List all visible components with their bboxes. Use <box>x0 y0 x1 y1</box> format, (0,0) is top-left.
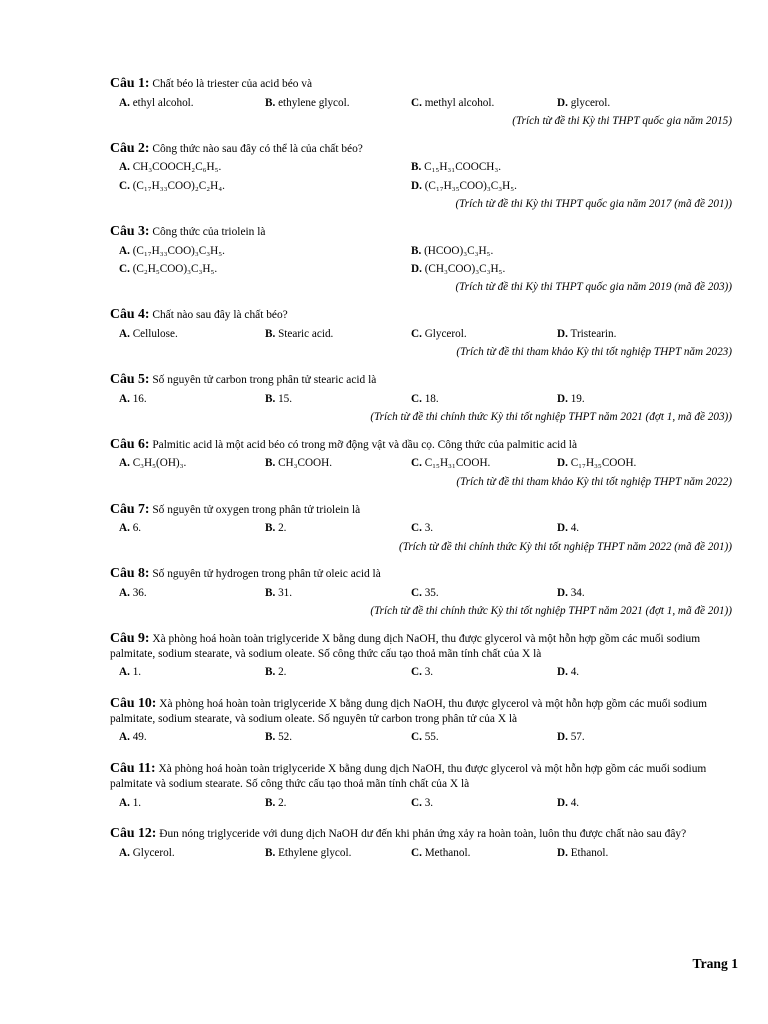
option-letter: B. <box>265 796 276 809</box>
question-block <box>110 370 732 424</box>
option-text: 35. <box>424 587 439 599</box>
answer-option <box>557 796 703 810</box>
question-stem <box>110 370 732 388</box>
option-text: 2. <box>278 796 287 809</box>
option-letter: C. <box>411 666 422 679</box>
option-text: Glycerol. <box>424 327 467 340</box>
option-text: glycerol. <box>570 96 611 109</box>
question-text: Palmitic acid là một acid béo có trong mỡ động vật và dầu cọ. Công thức của palmitic acid là <box>152 438 578 451</box>
option-text: C₃H₅(OH)₃. <box>132 457 187 470</box>
answer-option <box>119 327 265 341</box>
answer-option <box>119 665 265 679</box>
question-stem <box>110 435 732 453</box>
option-text: Ethanol. <box>570 847 609 860</box>
option-text: C₁₅H₃₁COOH. <box>424 457 491 470</box>
answer-options <box>110 586 732 604</box>
option-letter: D. <box>557 796 568 809</box>
option-text: 4. <box>570 666 580 679</box>
option-letter: D. <box>557 327 568 340</box>
answer-option <box>557 327 703 341</box>
answer-options <box>110 392 732 410</box>
option-letter: C. <box>411 847 422 860</box>
option-letter: D. <box>557 847 568 860</box>
question-text: Số nguyên tử hydrogen trong phân tử oleic acid là <box>152 568 381 581</box>
option-text: ethyl alcohol. <box>132 96 194 109</box>
question-text: Xà phòng hoá hoàn toàn triglyceride X bằng dung dịch NaOH, thu được glycerol và một hỗn hợp gồm các muối sodium palmitate và sodium stearate. Số công thức cấu tạo thoả mãn tính chất của X là <box>110 763 707 790</box>
option-letter: A. <box>119 96 130 109</box>
option-letter: A. <box>119 392 130 405</box>
question-number: Câu 2: <box>110 139 150 155</box>
option-letter: A. <box>119 161 130 174</box>
question-source: (Trích từ đề thi chính thức Kỳ thi tốt nghiệp THPT năm 2021 (đợt 1, mã đề 203)) <box>370 410 732 423</box>
document-page <box>110 74 732 875</box>
option-letter: D. <box>557 96 568 109</box>
answer-option <box>265 456 411 470</box>
answer-option <box>119 521 265 535</box>
option-letter: D. <box>557 522 568 535</box>
answer-options <box>110 796 732 814</box>
page-number: Trang 1 <box>692 956 738 971</box>
question-block <box>110 435 732 489</box>
option-letter: B. <box>265 327 276 340</box>
option-letter: A. <box>119 457 130 470</box>
option-text: 3. <box>424 796 434 809</box>
question-stem <box>110 564 732 582</box>
answer-option <box>557 96 703 110</box>
answer-option <box>411 456 557 470</box>
option-letter: D. <box>411 179 422 192</box>
question-stem <box>110 139 732 157</box>
question-stem <box>110 500 732 518</box>
option-letter: B. <box>411 244 422 257</box>
option-letter: D. <box>557 587 568 599</box>
question-stem <box>110 305 732 323</box>
question-stem <box>110 222 732 240</box>
option-text: 15. <box>278 392 293 405</box>
answer-option <box>265 521 411 535</box>
question-block <box>110 694 732 749</box>
answer-option <box>265 392 411 406</box>
option-text: (C₁₇H₃₃COO)₂C₂H₄. <box>132 179 225 192</box>
question-stem <box>110 694 732 726</box>
option-letter: A. <box>119 522 130 535</box>
question-stem <box>110 824 732 842</box>
question-block <box>110 629 732 684</box>
answer-option <box>119 586 265 600</box>
option-text: (C₁₇H₃₃COO)₃C₃H₅. <box>132 244 225 257</box>
question-number: Câu 1: <box>110 75 150 90</box>
option-letter: A. <box>119 327 130 340</box>
answer-option <box>265 586 411 600</box>
answer-option <box>265 96 411 110</box>
question-block <box>110 500 732 554</box>
option-letter: A. <box>119 666 130 679</box>
option-text: 4. <box>570 796 580 809</box>
option-text: Stearic acid. <box>278 327 334 340</box>
answer-option <box>119 160 411 174</box>
answer-options <box>110 730 732 748</box>
option-text: methyl alcohol. <box>424 96 495 109</box>
option-letter: B. <box>265 522 276 535</box>
question-number: Câu 10: <box>110 695 157 711</box>
option-letter: D. <box>557 457 568 470</box>
option-text: Ethylene glycol. <box>278 847 352 860</box>
question-number: Câu 7: <box>110 500 150 516</box>
option-letter: B. <box>265 457 276 470</box>
option-letter: D. <box>557 731 568 744</box>
option-text: 3. <box>424 522 434 535</box>
answer-option <box>557 586 703 600</box>
question-block <box>110 759 732 814</box>
option-letter: A. <box>119 796 130 809</box>
option-letter: B. <box>265 666 276 679</box>
question-text: Số nguyên tử carbon trong phân tử stearic acid là <box>152 373 377 386</box>
option-letter: A. <box>119 731 130 744</box>
question-block <box>110 824 732 864</box>
option-text: 1. <box>132 796 142 809</box>
question-block <box>110 564 732 618</box>
option-letter: C. <box>411 796 422 809</box>
option-letter: D. <box>557 392 568 405</box>
question-source: (Trích từ đề thi Kỳ thi THPT quốc gia năm 2017 (mã đề 201)) <box>455 198 732 211</box>
question-stem <box>110 74 732 92</box>
option-text: 2. <box>278 522 287 535</box>
answer-option <box>411 521 557 535</box>
answer-option <box>411 244 703 258</box>
question-text: Số nguyên tử oxygen trong phân tử triolein là <box>152 503 361 516</box>
option-text: C₁₅H₃₁COOCH₃. <box>424 161 502 174</box>
option-letter: C. <box>411 96 422 109</box>
option-text: 19. <box>570 392 585 405</box>
answer-options <box>110 521 732 539</box>
option-text: 16. <box>132 392 147 405</box>
answer-option <box>557 456 703 470</box>
option-text: (CH₃COO)₃C₃H₅. <box>424 262 506 275</box>
option-letter: B. <box>411 161 422 174</box>
option-text: 18. <box>424 392 439 405</box>
answer-option <box>119 730 265 744</box>
question-stem <box>110 759 732 791</box>
question-number: Câu 11: <box>110 760 156 776</box>
answer-option <box>265 846 411 860</box>
question-source: (Trích từ đề thi tham khảo Kỳ thi tốt nghiệp THPT năm 2022) <box>456 475 732 488</box>
question-text: Xà phòng hoá hoàn toàn triglyceride X bằng dung dịch NaOH, thu được glycerol và một hỗn hợp gồm các muối sodium palmitate, sodium stearate, và sodium oleate. Số nguyên tử carbon trong phân tử của X là <box>110 698 708 725</box>
question-source: (Trích từ đề thi Kỳ thi THPT quốc gia năm 2015) <box>512 114 732 127</box>
option-letter: A. <box>119 587 130 599</box>
option-text: Glycerol. <box>132 847 175 860</box>
question-text: Đun nóng triglyceride với dung dịch NaOH dư đến khi phản ứng xảy ra hoàn toàn, luôn thu được chất nào sau đây? <box>159 828 687 841</box>
answer-option <box>119 456 265 470</box>
answer-options <box>110 846 732 864</box>
question-number: Câu 3: <box>110 222 150 238</box>
question-number: Câu 4: <box>110 306 150 322</box>
option-text: Cellulose. <box>132 327 178 340</box>
question-text: Chất nào sau đây là chất béo? <box>152 309 288 322</box>
question-number: Câu 9: <box>110 630 150 646</box>
option-text: 49. <box>132 731 147 744</box>
answer-option <box>265 665 411 679</box>
answer-options <box>110 327 732 345</box>
option-letter: C. <box>411 392 422 405</box>
option-text: (C₁₇H₃₅COO)₃C₃H₅. <box>424 179 517 192</box>
answer-option <box>119 244 411 258</box>
answer-option <box>265 730 411 744</box>
answer-option <box>411 665 557 679</box>
option-text: 55. <box>424 731 439 744</box>
question-number: Câu 12: <box>110 825 157 841</box>
option-text: 52. <box>278 731 293 744</box>
option-text: 6. <box>132 522 142 535</box>
answer-option <box>411 586 557 600</box>
answer-option <box>119 262 411 276</box>
answer-option <box>265 327 411 341</box>
option-letter: B. <box>265 96 276 109</box>
answer-option <box>411 846 557 860</box>
option-text: CH₃COOCH₂C₆H₅. <box>132 161 222 174</box>
option-text: 36. <box>132 587 147 599</box>
answer-option <box>411 160 703 174</box>
answer-option <box>557 521 703 535</box>
question-source: (Trích từ đề thi chính thức Kỳ thi tốt nghiệp THPT năm 2021 (đợt 1, mã đề 201)) <box>370 605 732 618</box>
option-text: Methanol. <box>424 847 471 860</box>
answer-option <box>119 392 265 406</box>
question-block <box>110 74 732 128</box>
option-letter: B. <box>265 587 276 599</box>
question-number: Câu 8: <box>110 565 150 581</box>
answer-option <box>411 179 703 193</box>
answer-option <box>119 96 265 110</box>
option-text: ethylene glycol. <box>278 96 350 109</box>
question-list <box>110 74 732 864</box>
answer-option <box>119 796 265 810</box>
answer-options <box>110 456 732 474</box>
answer-option <box>411 730 557 744</box>
option-letter: D. <box>411 262 422 275</box>
answer-option <box>411 796 557 810</box>
option-text: 3. <box>424 666 434 679</box>
option-letter: C. <box>411 522 422 535</box>
option-text: 57. <box>570 731 585 744</box>
option-letter: B. <box>265 731 276 744</box>
question-text: Chất béo là triester của acid béo và <box>152 78 313 90</box>
answer-option <box>557 392 703 406</box>
answer-option <box>411 327 557 341</box>
answer-options <box>110 160 732 197</box>
option-letter: C. <box>119 262 130 275</box>
question-text: Xà phòng hoá hoàn toàn triglyceride X bằng dung dịch NaOH, thu được glycerol và một hỗn hợp gồm các muối sodium palmitate, sodium stearate, và sodium oleate. Số công thức cấu tạo thoả mãn tính chất của X là <box>110 633 701 660</box>
question-source: (Trích từ đề thi tham khảo Kỳ thi tốt nghiệp THPT năm 2023) <box>456 346 732 359</box>
answer-option <box>557 665 703 679</box>
question-number: Câu 6: <box>110 435 150 451</box>
answer-option <box>411 392 557 406</box>
option-text: 4. <box>570 522 580 535</box>
option-letter: C. <box>119 179 130 192</box>
option-letter: A. <box>119 847 130 860</box>
question-block <box>110 222 732 295</box>
option-letter: B. <box>265 392 276 405</box>
answer-option <box>265 796 411 810</box>
option-text: (HCOO)₃C₃H₅. <box>424 244 494 257</box>
question-stem <box>110 629 732 661</box>
question-number: Câu 5: <box>110 370 150 386</box>
question-source: (Trích từ đề thi chính thức Kỳ thi tốt nghiệp THPT năm 2022 (mã đề 201)) <box>399 540 732 553</box>
option-text: 2. <box>278 666 287 679</box>
answer-option <box>411 96 557 110</box>
answer-option <box>119 846 265 860</box>
option-text: Tristearin. <box>570 327 617 340</box>
answer-option <box>557 730 703 744</box>
option-letter: D. <box>557 666 568 679</box>
answer-options <box>110 244 732 281</box>
answer-option <box>557 846 703 860</box>
answer-options <box>110 665 732 683</box>
answer-options <box>110 96 732 114</box>
option-text: C₁₇H₃₅COOH. <box>570 457 637 470</box>
option-letter: C. <box>411 731 422 744</box>
option-letter: C. <box>411 587 422 599</box>
option-text: (C₂H₅COO)₃C₃H₅. <box>132 262 218 275</box>
question-block <box>110 305 732 359</box>
option-text: 31. <box>278 587 293 599</box>
option-text: 34. <box>570 587 585 599</box>
option-text: CH₃COOH. <box>278 457 333 470</box>
option-text: 1. <box>132 666 142 679</box>
question-source: (Trích từ đề thi Kỳ thi THPT quốc gia năm 2019 (mã đề 203)) <box>455 281 732 294</box>
option-letter: C. <box>411 327 422 340</box>
option-letter: C. <box>411 457 422 470</box>
answer-option <box>119 179 411 193</box>
answer-option <box>411 262 703 276</box>
question-text: Công thức nào sau đây có thể là của chất béo? <box>152 142 363 155</box>
option-letter: B. <box>265 847 276 860</box>
option-letter: A. <box>119 244 130 257</box>
question-block <box>110 139 732 212</box>
question-text: Công thức của triolein là <box>152 225 266 238</box>
